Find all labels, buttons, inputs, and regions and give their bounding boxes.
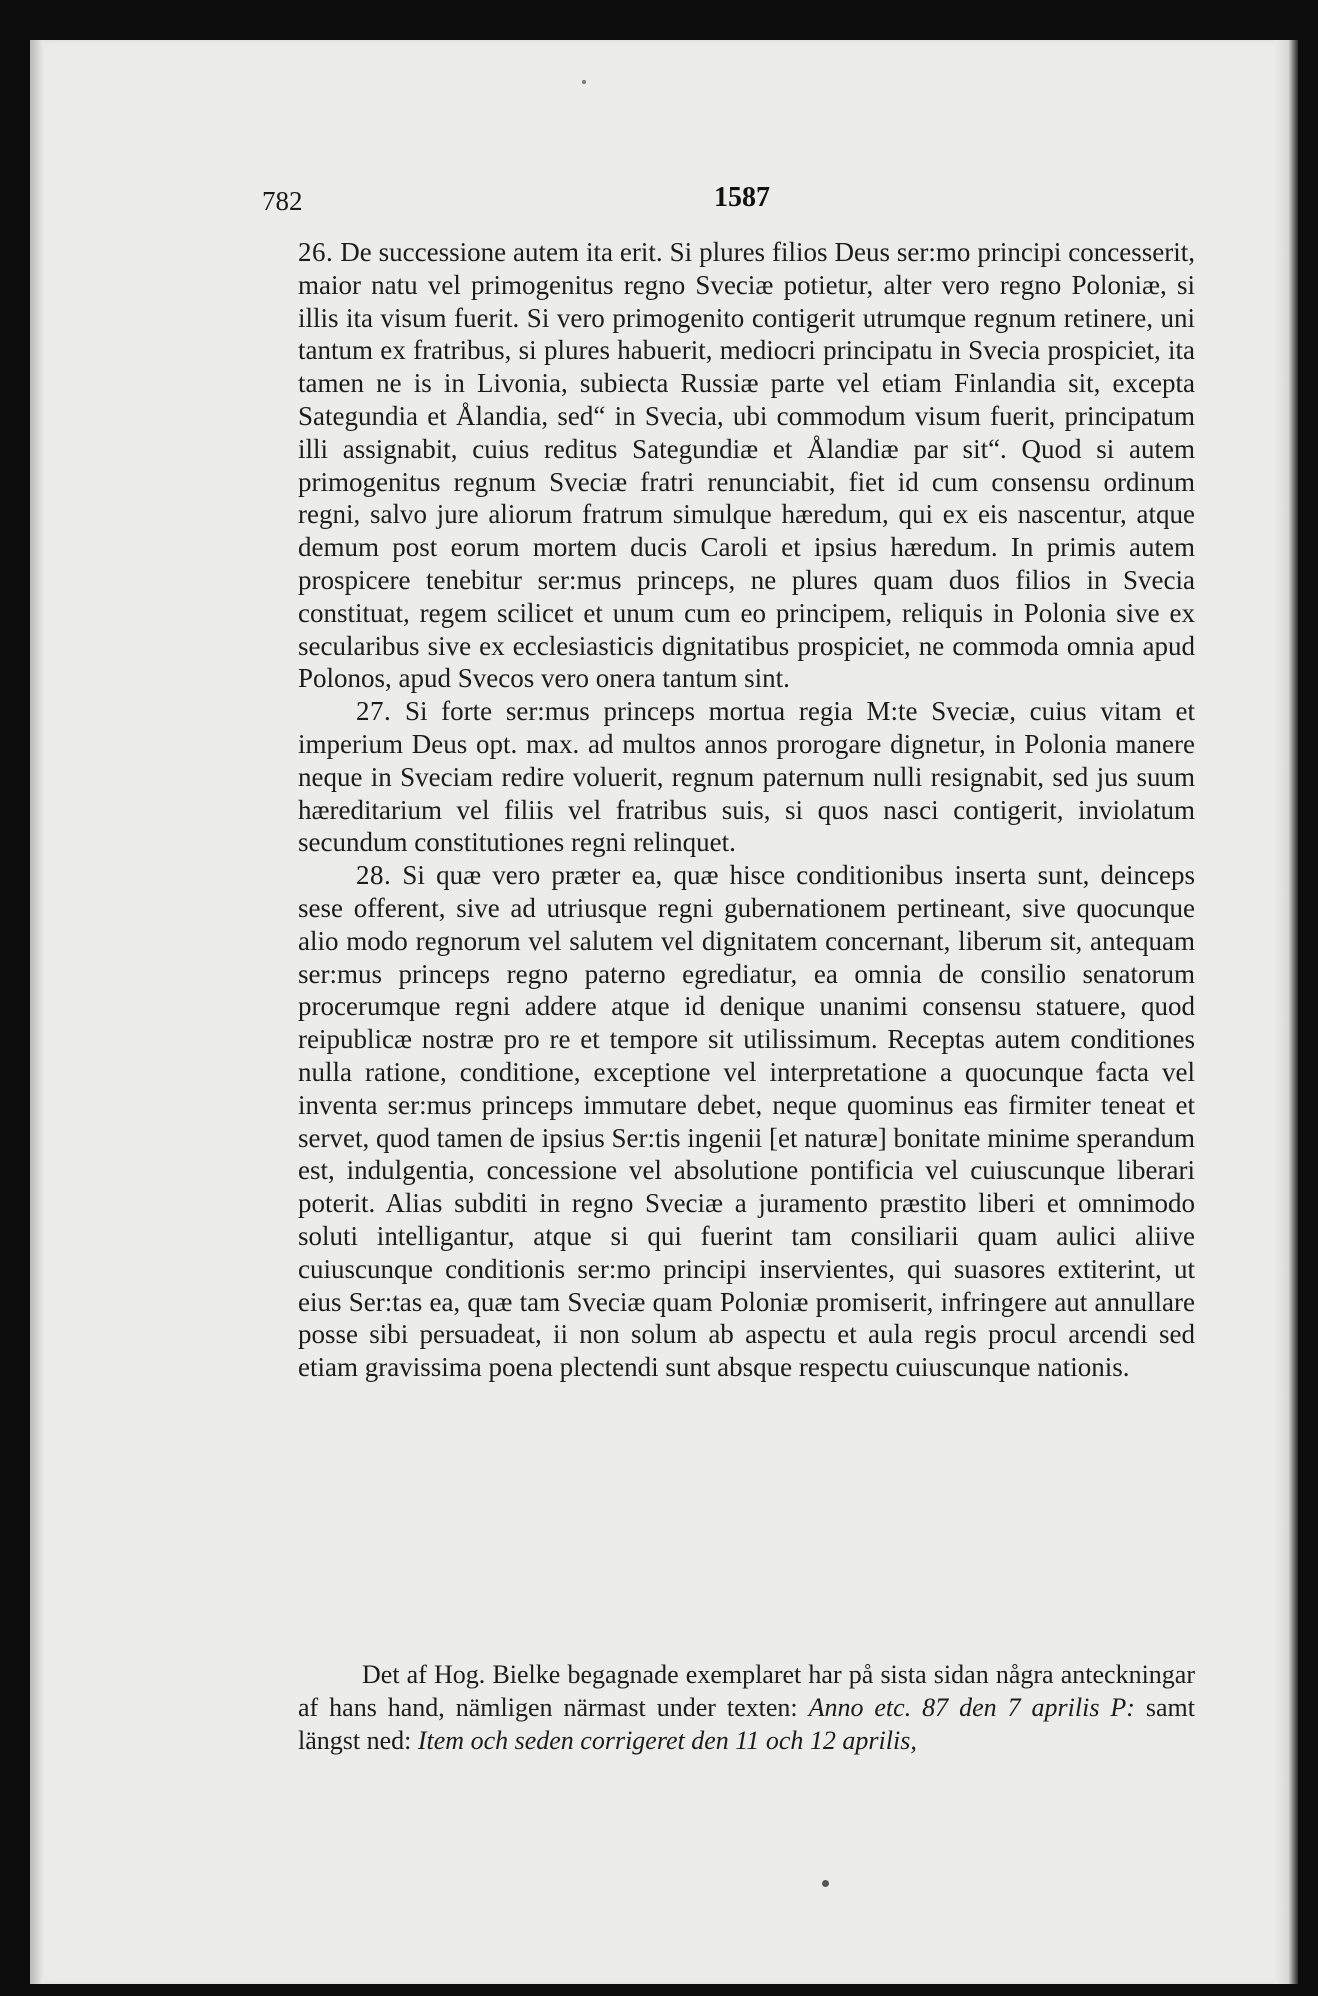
editorial-note	[298, 1658, 1195, 1757]
page-number: 782	[262, 186, 303, 216]
note-text: samt längst ned:	[298, 1693, 1195, 1755]
paragraph-27	[298, 695, 1195, 859]
note-text: Det af Hog. Bielke begagnade exemplaret har på sista sidan några anteckningar af hans hand, nämligen närmast under texten:	[298, 1660, 1195, 1722]
paragraph-number: 26.	[298, 237, 334, 267]
body-text	[298, 236, 1195, 1384]
paragraph-28	[298, 859, 1195, 1384]
paragraph-text: Si forte ser:mus princeps mortua regia M:te Sveciæ, cuius vitam et imperium Deus opt. max. ad multos annos prorogare dignetur, in Polonia manere neque in Sveciam redire voluerit, regnum paternum nulli resignabit, sed jus suum hæreditarium vel filiis vel fratribus suis, si quos nasci contigerit, inviolatum secundum constitutiones regni relinquet.	[298, 696, 1195, 858]
paragraph-text: Si quæ vero præter ea, quæ hisce conditionibus inserta sunt, deinceps sese offerent, sive ad utriusque regni gubernationem pertineant, sive quocunque alio modo regnorum vel salutem vel dignitatem concernant, liberum sit, antequam ser:mus princeps regno paterno egrediatur, ea omnia de consilio senatorum procerumque regni addere atque id denique unanimi consensu statuere, quod reipublicæ nostræ pro re et tempore sit utilissimum. Receptas autem conditiones nulla ratione, conditione, exceptione vel interpretatione a quocunque facta vel inventa ser:mus princeps immutare debet, neque quominus eas firmiter teneat et servet, quod tamen de ipsius Ser:tis ingenii [et naturæ] bonitate minime sperandum est, indulgentia, concessione vel absolutione pontificia vel cuiuscunque liberari poterit. Alias subditi in regno Sveciæ a juramento præstito liberi et omnimodo soluti intelligantur, atque si qui fuerint tam consiliarii quam aulici aliive cuiuscunque conditionis ser:mo principi inservientes, qui suasores extiterint, ut eius Ser:tas ea, quæ tam Sveciæ quam Poloniæ promiserit, infringere aut annullare posse sibi persuadeat, ii non solum ab aspectu et aula regis procul arcendi sed etiam gravissima poena plectendi sunt absque respectu cuiuscunque nationis.	[298, 860, 1195, 1383]
paragraph-number: 28.	[356, 860, 392, 891]
paragraph-26	[298, 236, 1195, 695]
paper-speck	[822, 1880, 829, 1887]
paragraph-number: 27.	[356, 696, 392, 727]
paragraph-text: De successione autem ita erit. Si plures filios Deus ser:mo principi concesserit, maior natu vel primogenitus regno Sveciæ potietur, alter vero regno Poloniæ, si illis ita visum fuerit. Si vero primogenito contigerit utrumque regnum retinere, uni tantum ex fratribus, si plures habuerit, mediocri principatu in Svecia prospiciet, ita tamen ne is in Livonia, subiecta Russiæ parte vel etiam Finlandia sit, excepta Sategundia et Ålandia, sed“ in Svecia, ubi commodum visum fuerit, principatum illi assignabit, cuius reditus Sategundiæ et Ålandiæ par sit“. Quod si autem primogenitus regnum Sveciæ fratri renunciabit, fiet id cum consensu ordinum regni, salvo jure aliorum fratrum simulque hæredum, qui ex eis nascentur, atque demum post eorum mortem ducis Caroli et ipsius hæredum. In primis autem prospicere tenebitur ser:mus princeps, ne plures quam duos filios in Svecia constituat, regem scilicet et unum cum eo principem, reliquis in Polonia sive ex secularibus sive ex ecclesiasticis dignitatibus prospiciet, ne commoda omnia apud Polonos, apud Svecos vero onera tantum sint.	[298, 237, 1195, 694]
note-paragraph	[298, 1658, 1195, 1757]
note-italic-quote: Anno etc. 87 den 7 aprilis P:	[808, 1693, 1135, 1722]
note-italic-quote: Item och seden corrigeret den 11 och 12 aprilis,	[417, 1726, 917, 1755]
paper-speck	[582, 80, 586, 84]
running-head-year: 1587	[714, 182, 770, 213]
